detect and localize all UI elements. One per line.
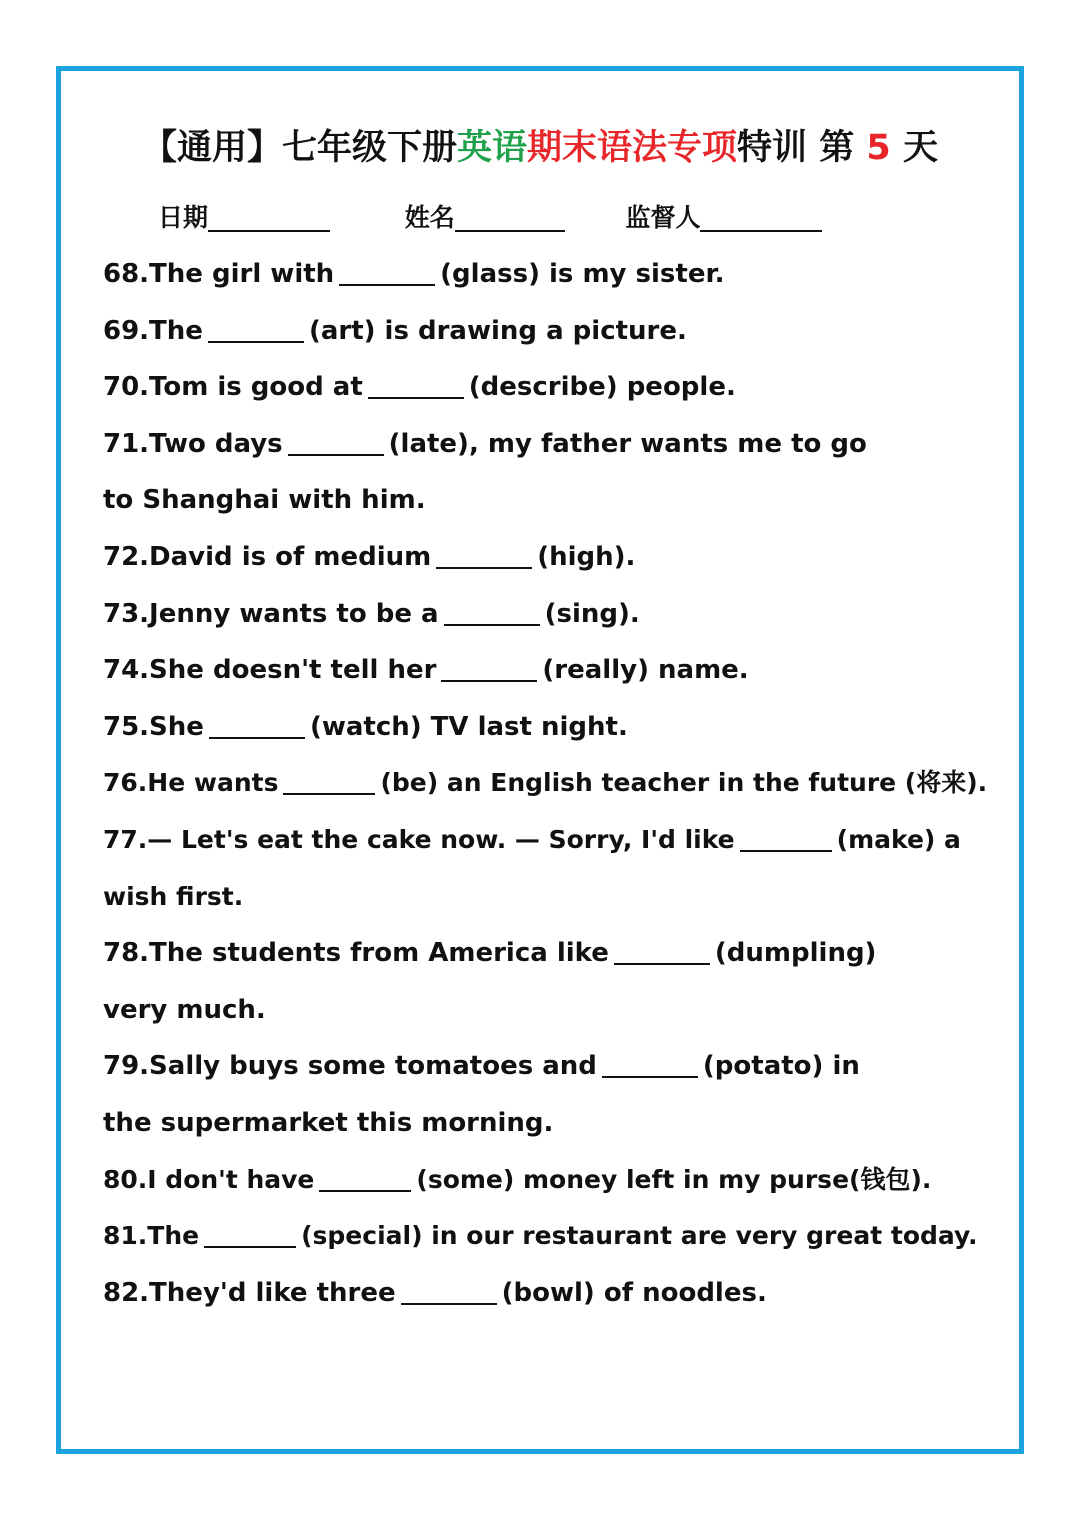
question-74: [103, 642, 1003, 699]
question-77: [103, 812, 983, 925]
answer-blank[interactable]: [436, 543, 532, 569]
question-text: 78.The students from America like: [103, 938, 609, 969]
question-80: [103, 1152, 1003, 1209]
question-81: [103, 1208, 1003, 1265]
name-field: [405, 194, 565, 242]
question-70: [103, 359, 1003, 416]
date-label: 日期: [158, 203, 209, 232]
question-text: 68.The girl with: [103, 259, 335, 289]
answer-blank[interactable]: [444, 600, 540, 626]
question-hint: (late), my father wants me to go to Shanghai with him.: [103, 428, 867, 516]
question-hint: (high).: [537, 541, 636, 572]
answer-blank[interactable]: [740, 826, 832, 852]
supervisor-label: 监督人: [625, 203, 701, 232]
question-hint: (watch) TV last night.: [309, 711, 628, 742]
answer-blank[interactable]: [602, 1052, 698, 1078]
name-blank[interactable]: [455, 230, 565, 232]
answer-blank[interactable]: [368, 373, 464, 399]
question-text: 70.Tom is good at: [103, 372, 363, 403]
question-hint: (special) in our restaurant are very great today.: [301, 1221, 978, 1251]
question-71: [103, 416, 893, 529]
page-title: [56, 122, 1024, 174]
question-69: [103, 303, 1003, 360]
question-text: 76.He wants: [103, 768, 279, 798]
answer-blank[interactable]: [441, 656, 537, 682]
question-68: [103, 246, 1003, 303]
name-label: 姓名: [404, 203, 455, 232]
question-hint: (really) name.: [542, 655, 749, 686]
answer-blank[interactable]: [204, 1222, 296, 1248]
title-training: 特训 第: [737, 128, 855, 168]
question-text: 77.— Let's eat the cake now. — Sorry, I'd like: [103, 824, 735, 854]
question-79: [103, 1038, 903, 1151]
title-day-number: 5: [866, 128, 891, 168]
answer-blank[interactable]: [209, 713, 305, 739]
question-text: 80.I don't have: [103, 1164, 315, 1194]
question-hint: (make) a wish first.: [103, 824, 961, 911]
answer-blank[interactable]: [401, 1279, 497, 1305]
answer-blank[interactable]: [614, 939, 710, 965]
question-hint: (glass) is my sister.: [440, 259, 725, 289]
question-text: 74.She doesn't tell her: [103, 655, 437, 686]
title-prefix: 【通用】七年级下册: [142, 128, 458, 168]
question-text: 82.They'd like three: [103, 1277, 396, 1308]
question-hint: (bowl) of noodles.: [501, 1277, 767, 1308]
supervisor-field: [625, 194, 822, 242]
answer-blank[interactable]: [288, 430, 384, 456]
question-hint: (potato) in the supermarket this morning.: [103, 1051, 860, 1138]
info-header: [158, 194, 822, 242]
question-text: 72.David is of medium: [103, 541, 432, 572]
question-text: 73.Jenny wants to be a: [103, 598, 439, 629]
answer-blank[interactable]: [208, 317, 304, 343]
question-text: 71.Two days: [103, 428, 283, 459]
date-blank[interactable]: [208, 230, 330, 232]
question-72: [103, 529, 1003, 586]
title-day-suffix: 天: [902, 128, 938, 168]
question-hint: (dumpling) very much.: [103, 938, 877, 1025]
supervisor-blank[interactable]: [700, 230, 822, 232]
question-hint: (describe) people.: [468, 372, 736, 403]
question-text: 81.The: [103, 1221, 200, 1251]
title-topic: 期末语法专项: [527, 128, 738, 168]
question-text: 75.She: [103, 711, 204, 742]
question-hint: (some) money left in my purse(钱包).: [416, 1164, 932, 1194]
question-76: [103, 755, 1003, 812]
question-list: [103, 246, 1003, 1321]
answer-blank[interactable]: [319, 1166, 411, 1192]
question-75: [103, 699, 1003, 756]
question-text: 69.The: [103, 315, 203, 346]
date-field: [158, 194, 330, 242]
question-hint: (art) is drawing a picture.: [308, 315, 687, 346]
answer-blank[interactable]: [283, 769, 375, 795]
question-82: [103, 1265, 1003, 1322]
question-text: 79.Sally buys some tomatoes and: [103, 1051, 597, 1082]
question-73: [103, 586, 1003, 643]
question-hint: (be) an English teacher in the future (将来).: [380, 768, 988, 798]
question-hint: (sing).: [544, 598, 640, 629]
question-78: [103, 925, 923, 1038]
title-subject: 英语: [457, 128, 528, 168]
answer-blank[interactable]: [339, 260, 435, 286]
